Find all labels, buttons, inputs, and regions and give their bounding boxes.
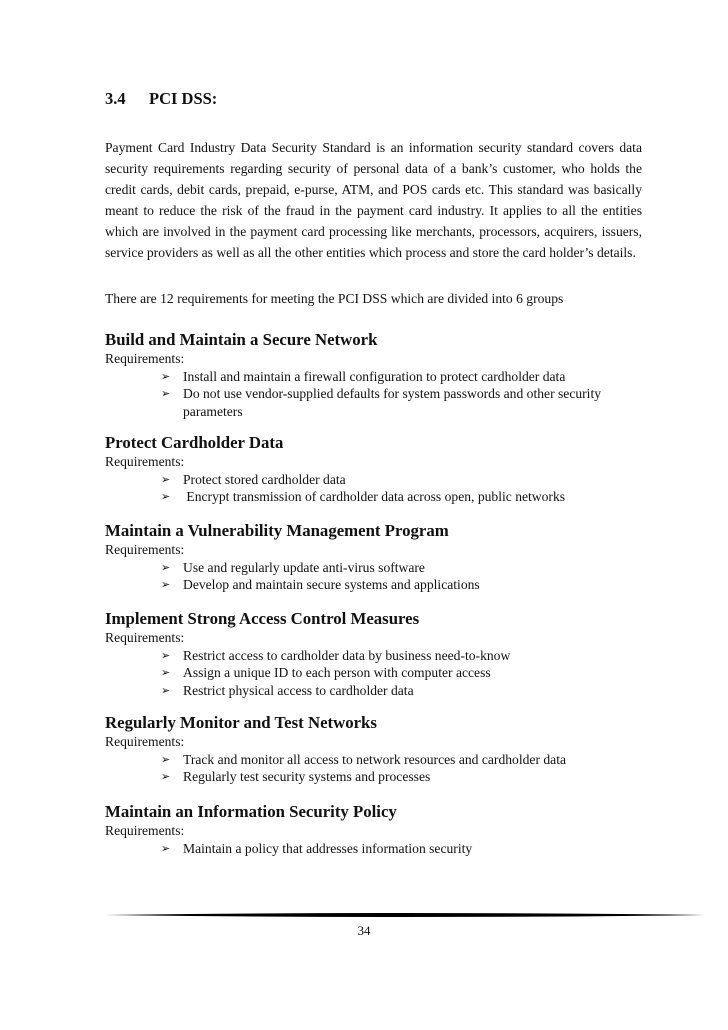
group-title: Maintain an Information Security Policy (105, 802, 397, 821)
requirement-item (105, 751, 645, 769)
requirement-text: Encrypt transmission of cardholder data across open, public networks (183, 489, 566, 504)
requirement-group (105, 609, 645, 699)
requirement-text: Track and monitor all access to network resources and cardholder data (183, 751, 567, 767)
arrow-bullet-icon: ➢ (161, 666, 171, 679)
group-title: Maintain a Vulnerability Management Program (105, 521, 449, 540)
requirement-text: Restrict physical access to cardholder data (183, 682, 414, 698)
requirements-label: Requirements: (105, 734, 185, 749)
requirement-item (105, 768, 645, 786)
requirement-text: Assign a unique ID to each person with computer access (183, 665, 491, 680)
requirements-label: Requirements: (105, 542, 185, 557)
arrow-bullet-icon: ➢ (161, 387, 171, 400)
arrow-bullet-icon: ➢ (161, 369, 171, 383)
arrow-bullet-icon: ➢ (161, 770, 171, 783)
arrow-bullet-icon: ➢ (161, 648, 171, 662)
arrow-bullet-icon: ➢ (161, 841, 171, 855)
requirements-label: Requirements: (105, 630, 185, 645)
footer-rule (105, 912, 705, 918)
requirement-item (105, 576, 645, 594)
requirement-text: Restrict access to cardholder data by business need-to-know (183, 647, 511, 663)
requirement-item (105, 682, 645, 700)
requirement-text: Regularly test security systems and processes (183, 769, 431, 784)
requirement-text: Maintain a policy that addresses information security (183, 840, 473, 856)
requirement-group (105, 433, 645, 506)
requirement-group (105, 330, 645, 420)
section-title: PCI DSS: (149, 89, 218, 108)
requirement-group (105, 521, 645, 594)
requirement-text: Develop and maintain secure systems and applications (183, 577, 480, 592)
requirement-item (105, 488, 645, 506)
requirement-text: Protect stored cardholder data (183, 471, 346, 487)
arrow-bullet-icon: ➢ (161, 578, 171, 591)
group-title: Implement Strong Access Control Measures (105, 609, 420, 628)
intro-paragraph: Payment Card Industry Data Security Standard is an information security standard covers data security requirements regarding security of personal data of a bank’s customer, who holds the credit cards, debit cards, prepaid, e-purse, ATM, and POS cards etc. This standard was basically meant to reduce the risk of the fraud in the payment card industry. It applies to all the entities which are involved in the payment card processing like merchants, processors, acquirers, issuers, service providers as well as all the other entities which process and store the card holder’s details. (105, 140, 642, 260)
group-title: Build and Maintain a Secure Network (105, 330, 378, 349)
arrow-bullet-icon: ➢ (161, 490, 171, 503)
requirement-item (105, 664, 645, 682)
arrow-bullet-icon: ➢ (161, 472, 171, 486)
requirement-text: Do not use vendor-supplied defaults for system passwords and other security parameters (183, 386, 605, 419)
requirement-item (105, 471, 645, 489)
arrow-bullet-icon: ➢ (161, 560, 171, 574)
requirement-item (105, 840, 645, 858)
requirement-group (105, 713, 645, 786)
requirement-item (105, 385, 645, 420)
arrow-bullet-icon: ➢ (161, 752, 171, 766)
requirement-item (105, 368, 645, 386)
section-heading (105, 89, 217, 109)
requirement-group (105, 802, 645, 857)
requirement-item (105, 647, 645, 665)
arrow-bullet-icon: ➢ (161, 683, 171, 697)
group-title: Protect Cardholder Data (105, 433, 284, 452)
requirement-item (105, 559, 645, 577)
group-title: Regularly Monitor and Test Networks (105, 713, 377, 732)
requirements-label: Requirements: (105, 351, 185, 366)
requirements-label: Requirements: (105, 823, 185, 838)
section-number: 3.4 (105, 89, 126, 108)
requirement-text: Install and maintain a firewall configuration to protect cardholder data (183, 368, 566, 384)
requirements-label: Requirements: (105, 454, 185, 469)
requirement-text: Use and regularly update anti-virus software (183, 559, 425, 575)
page-number: 34 (357, 923, 371, 938)
requirements-summary: There are 12 requirements for meeting the PCI DSS which are divided into 6 groups (105, 291, 564, 306)
